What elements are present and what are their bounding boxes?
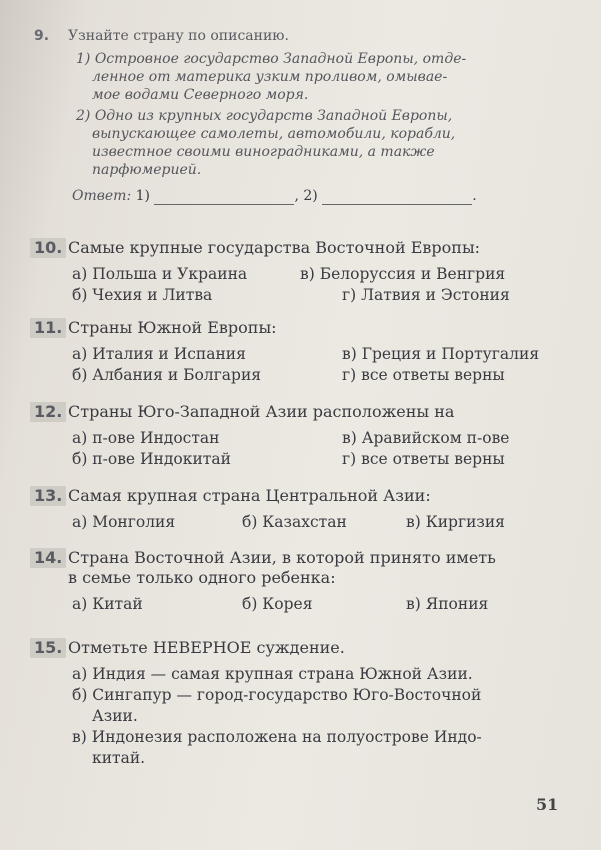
question-10 xyxy=(30,238,561,306)
option-b[interactable]: б) Корея xyxy=(242,595,313,613)
question-11 xyxy=(30,318,561,386)
question-15 xyxy=(30,638,561,769)
question-12 xyxy=(30,402,561,470)
question-14 xyxy=(30,548,561,615)
question-number: 12. xyxy=(30,402,66,422)
option-b[interactable]: б) Албания и Болгария xyxy=(72,366,262,384)
question-number: 13. xyxy=(30,486,66,506)
question-text: Отметьте НЕВЕРНОЕ суждение. xyxy=(68,638,345,657)
answer-2-blank[interactable] xyxy=(322,204,472,205)
question-number: 14. xyxy=(30,548,66,568)
description-1-line-1: 1) Островное государство Западной Европы, отде- xyxy=(76,51,467,67)
option-a[interactable]: а) Польша и Украина xyxy=(72,265,248,283)
description-2-line-1: 2) Одно из крупных государств Западной Европы, xyxy=(76,108,453,124)
answer-2-label: , 2) xyxy=(294,188,318,204)
question-number: 15. xyxy=(30,638,66,658)
answer-1-label: 1) xyxy=(135,188,151,204)
question-number: 9. xyxy=(34,28,50,44)
description-2-line-4: парфюмерией. xyxy=(92,162,202,178)
answer-1-blank[interactable] xyxy=(154,204,294,205)
answer-label: Ответ: xyxy=(72,188,132,204)
option-b-line-2: Азии. xyxy=(92,707,138,725)
question-text: Узнайте страну по описанию. xyxy=(68,28,289,44)
option-b[interactable]: б) п-ове Индокитай xyxy=(72,450,231,468)
option-b[interactable]: б) Чехия и Литва xyxy=(72,286,213,304)
option-c-line-1[interactable]: в) Индонезия расположена на полуострове Индо- xyxy=(72,728,482,746)
question-text: Страны Южной Европы: xyxy=(68,318,277,337)
description-2-line-3: известное своими виноградниками, а также xyxy=(92,144,435,160)
question-number: 11. xyxy=(30,318,66,338)
option-a[interactable]: а) Монголия xyxy=(72,513,176,531)
option-b-line-1[interactable]: б) Сингапур — город-государство Юго-Восточной xyxy=(72,686,482,704)
answer-line xyxy=(72,187,561,205)
option-a[interactable]: а) Италия и Испания xyxy=(72,345,246,363)
option-d[interactable]: г) все ответы верны xyxy=(342,366,505,384)
option-d[interactable]: г) все ответы верны xyxy=(342,450,505,468)
question-13 xyxy=(30,486,561,533)
option-c[interactable]: в) Япония xyxy=(406,595,489,613)
page-number: 51 xyxy=(536,795,559,814)
description-2-line-2: выпускающее самолеты, автомобили, корабли, xyxy=(92,126,456,142)
question-number: 10. xyxy=(30,238,66,258)
option-a[interactable]: а) Китай xyxy=(72,595,143,613)
description-1-line-2: ленное от материка узким проливом, омывае- xyxy=(92,69,448,85)
question-text: Самая крупная страна Центральной Азии: xyxy=(68,486,431,505)
question-text: Страны Юго-Западной Азии расположены на xyxy=(68,402,455,421)
option-a[interactable]: а) Индия — самая крупная страна Южной Азии. xyxy=(72,665,473,683)
option-b[interactable]: б) Казахстан xyxy=(242,513,347,531)
question-9 xyxy=(30,26,561,205)
answer-end: . xyxy=(472,188,477,204)
option-c[interactable]: в) Греция и Португалия xyxy=(342,345,540,363)
description-1-line-3: мое водами Северного моря. xyxy=(92,87,309,103)
option-c[interactable]: в) Аравийском п-ове xyxy=(342,429,510,447)
question-text: Самые крупные государства Восточной Европы: xyxy=(68,238,481,257)
question-text-line-1: Страна Восточной Азии, в которой принято иметь xyxy=(68,548,496,567)
option-c[interactable]: в) Киргизия xyxy=(406,513,505,531)
option-c[interactable]: в) Белоруссия и Венгрия xyxy=(300,265,506,283)
option-a[interactable]: а) п-ове Индостан xyxy=(72,429,220,447)
option-c-line-2: китай. xyxy=(92,749,146,767)
option-d[interactable]: г) Латвия и Эстония xyxy=(342,286,510,304)
question-text-line-2: в семье только одного ребенка: xyxy=(68,568,336,587)
